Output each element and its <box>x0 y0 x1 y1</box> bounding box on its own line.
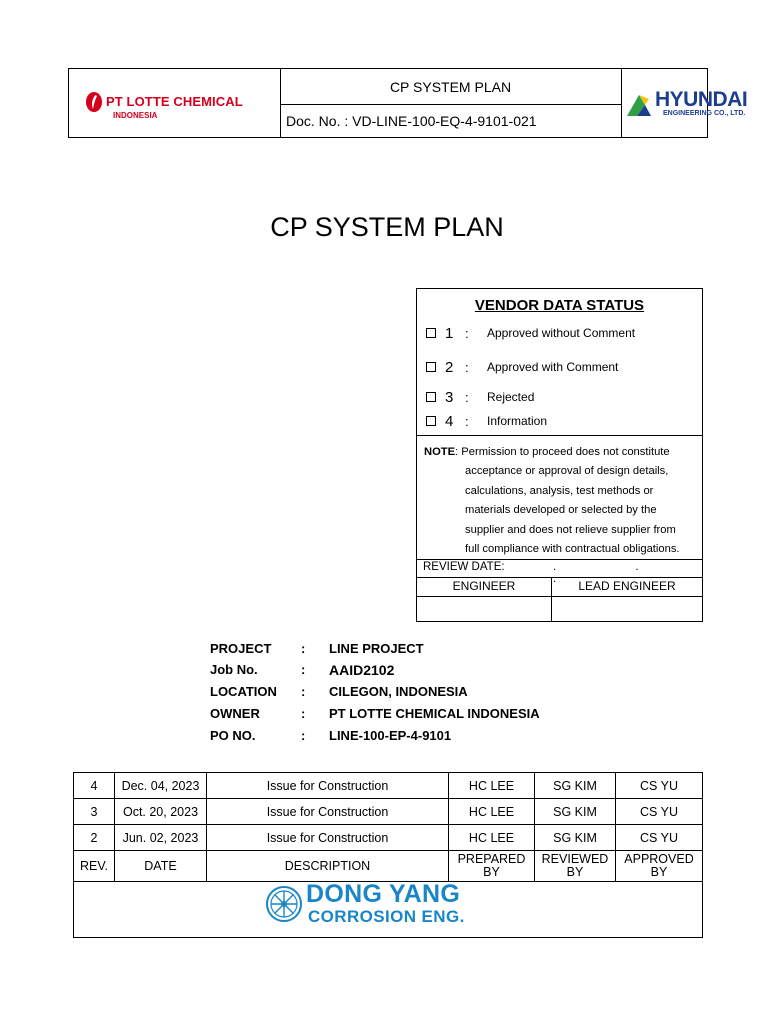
date-cell: Dec. 04, 2023 <box>121 778 200 793</box>
note-first-line <box>424 443 696 462</box>
status-option-label: Rejected <box>487 390 535 404</box>
header-doc-title: CP SYSTEM PLAN <box>280 69 621 105</box>
status-option-4 <box>426 412 547 430</box>
status-option-1 <box>426 324 635 342</box>
location-value: CILEGON, INDONESIA <box>329 684 468 699</box>
date-cell: Jun. 02, 2023 <box>122 830 199 845</box>
review-date-field[interactable]: . . . <box>553 561 677 585</box>
rev-cell: 4 <box>90 778 98 793</box>
permission-note <box>424 443 696 559</box>
note-line: acceptance or approval of design details, <box>465 465 669 478</box>
header-approved-line2: BY <box>650 865 668 879</box>
divider <box>417 577 702 578</box>
project-key: PROJECT <box>210 641 272 656</box>
page-title: CP SYSTEM PLAN <box>270 212 504 242</box>
header-reviewed-line1: REVIEWED <box>541 852 609 866</box>
header-approved-line1: APPROVED <box>624 852 694 866</box>
po-no-colon: : <box>301 728 306 743</box>
status-option-colon: : <box>465 413 469 429</box>
reviewed-cell: SG KIM <box>553 830 597 845</box>
po-no-value: LINE-100-EP-4-9101 <box>329 728 452 743</box>
vendor-data-status-heading: VENDOR DATA STATUS <box>474 297 645 314</box>
status-option-number: 3 <box>445 388 454 406</box>
description-cell: Issue for Construction <box>266 830 389 845</box>
lead-engineer-label: LEAD ENGINEER <box>578 579 676 593</box>
status-option-colon: : <box>465 359 469 375</box>
vendor-data-status-box <box>416 288 703 622</box>
status-checkbox-1[interactable] <box>426 328 436 338</box>
approved-cell: CS YU <box>640 830 678 845</box>
description-cell: Issue for Construction <box>266 804 389 819</box>
status-option-2 <box>426 358 618 376</box>
client-logo-name: PT LOTTE CHEMICAL <box>106 94 243 109</box>
header-rev: REV. <box>79 858 109 873</box>
note-first-text: : Permission to proceed does not constitute <box>455 446 670 458</box>
contractor-logo-cell <box>621 69 748 137</box>
status-option-number: 2 <box>445 358 454 376</box>
rev-cell: 3 <box>90 804 98 819</box>
note-line: materials developed or selected by the <box>465 504 657 517</box>
header-approved-by <box>616 851 702 881</box>
note-line: full compliance with contractual obligations. <box>465 543 680 556</box>
status-option-label: Approved with Comment <box>487 360 619 374</box>
column-divider <box>551 577 552 621</box>
location-colon: : <box>301 684 306 699</box>
description-cell: Issue for Construction <box>266 778 389 793</box>
po-no-key: PO NO. <box>210 728 256 743</box>
status-checkbox-4[interactable] <box>426 416 436 426</box>
status-option-label: Information <box>487 414 548 428</box>
date-cell: Oct. 20, 2023 <box>122 804 199 819</box>
prepared-cell: HC LEE <box>468 778 515 793</box>
header-prepared-line1: PREPARED <box>457 852 526 866</box>
reviewed-cell: SG KIM <box>553 778 597 793</box>
divider <box>417 596 702 597</box>
approved-cell: CS YU <box>640 804 678 819</box>
job-no-key: Job No. <box>210 662 258 677</box>
prepared-cell: HC LEE <box>468 804 515 819</box>
job-no-colon: : <box>301 662 306 677</box>
status-option-label: Approved without Comment <box>487 326 636 340</box>
approved-cell: CS YU <box>640 778 678 793</box>
dong-yang-logo-icon <box>264 884 304 924</box>
owner-colon: : <box>301 706 306 721</box>
note-line: calculations, analysis, test methods or <box>465 484 654 497</box>
owner-key: OWNER <box>210 706 260 721</box>
divider <box>417 559 702 560</box>
status-checkbox-2[interactable] <box>426 362 436 372</box>
contractor-logo-name: HYUNDAI <box>655 88 748 111</box>
header-reviewed-line2: BY <box>566 865 584 879</box>
header-doc-number: Doc. No. : VD-LINE-100-EQ-4-9101-021 <box>286 113 537 129</box>
location-key: LOCATION <box>210 684 277 699</box>
header-description: DESCRIPTION <box>284 858 371 873</box>
dong-yang-logo-name: DONG YANG <box>306 880 461 908</box>
status-option-number: 1 <box>445 324 454 342</box>
document-header <box>68 68 748 138</box>
owner-value: PT LOTTE CHEMICAL INDONESIA <box>329 706 540 721</box>
engineer-label: ENGINEER <box>452 579 516 593</box>
status-option-number: 4 <box>445 412 454 430</box>
note-line: supplier and does not relieve supplier from <box>465 523 676 536</box>
lotte-logo-icon <box>85 91 103 113</box>
header-reviewed-by <box>535 851 615 881</box>
reviewed-cell: SG KIM <box>553 804 597 819</box>
job-no-value: AAID2102 <box>329 662 395 678</box>
divider <box>417 435 702 436</box>
rev-cell: 2 <box>90 830 98 845</box>
header-prepared-by <box>449 851 534 881</box>
header-date: DATE <box>144 858 177 873</box>
status-checkbox-3[interactable] <box>426 392 436 402</box>
project-colon: : <box>301 641 306 656</box>
contractor-logo-sub: ENGINEERING CO., LTD. <box>663 110 746 117</box>
project-value: LINE PROJECT <box>329 641 424 656</box>
status-option-3 <box>426 388 534 406</box>
prepared-cell: HC LEE <box>468 830 515 845</box>
header-prepared-line2: BY <box>483 865 500 879</box>
status-option-colon: : <box>465 325 469 341</box>
client-logo-sub: INDONESIA <box>113 111 158 120</box>
dong-yang-logo-sub: CORROSION ENG. <box>308 907 465 926</box>
client-logo-cell <box>69 69 281 137</box>
status-option-colon: : <box>465 389 469 405</box>
review-date-label: REVIEW DATE: <box>423 561 505 573</box>
doc-info-cell <box>280 69 622 137</box>
note-label: NOTE <box>424 446 456 458</box>
